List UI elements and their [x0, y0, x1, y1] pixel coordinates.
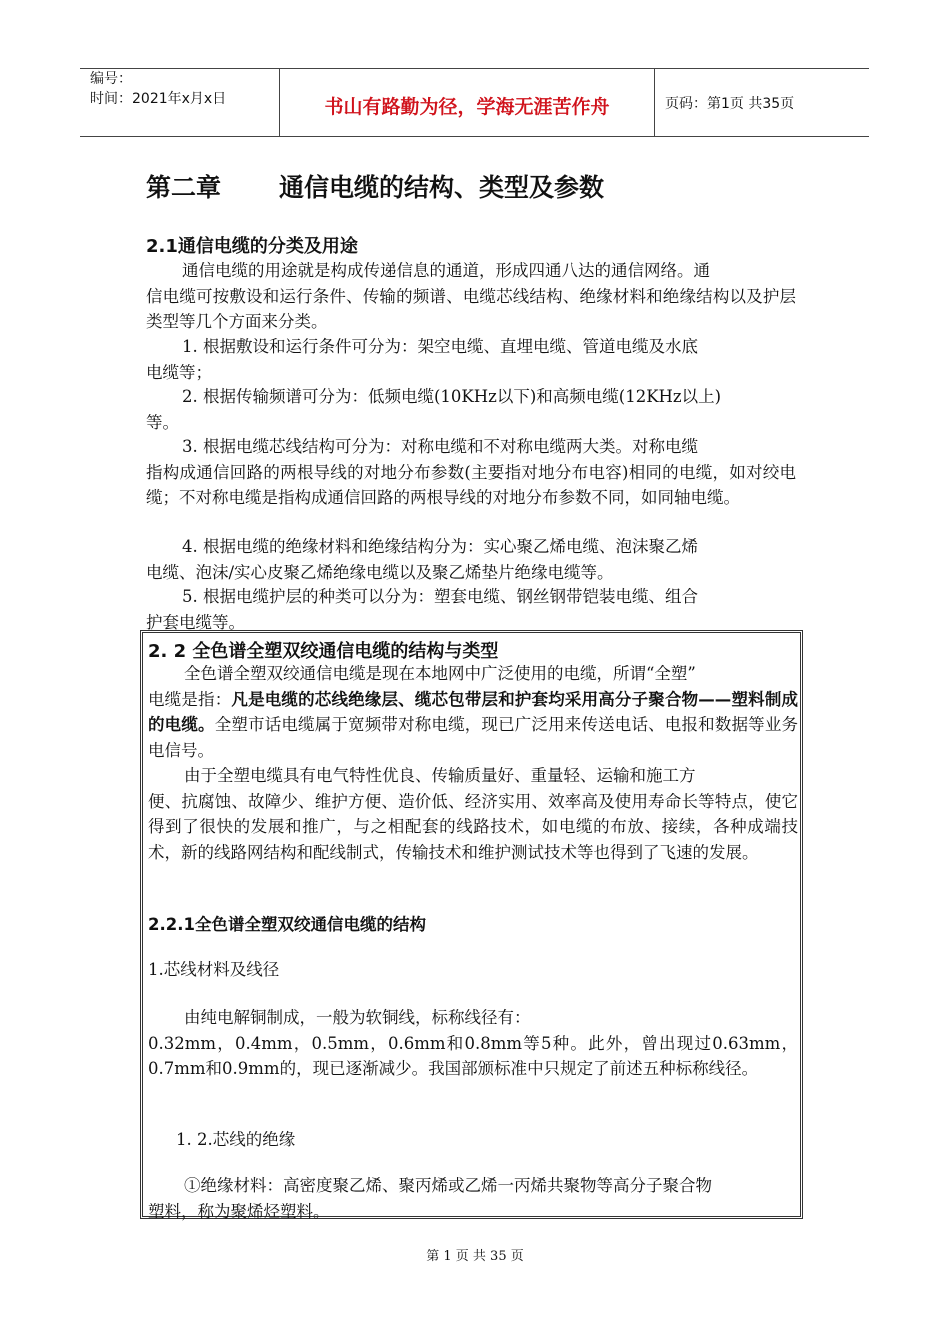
s22-p1-lead: 电缆是指：	[148, 689, 232, 709]
paragraph-s22-1	[148, 661, 798, 763]
paragraph-s22-2	[148, 763, 798, 865]
s22-p3-rest: 0.32mm，0.4mm，0.5mm，0.6mm和0.8mm等5种。此外，曾出现过0.63mm，0.7mm和0.9mm的，现已逐渐减少。我国部颁标准中只规定了前述五种标称线径。	[148, 1033, 798, 1078]
chapter-number: 第二章	[146, 173, 222, 202]
header-motto: 书山有路勤为径，学海无涯苦作舟	[280, 69, 655, 136]
list-item-1	[146, 334, 796, 385]
s22-p1-rest	[148, 687, 798, 764]
item-1-rest: 电缆等；	[146, 362, 212, 382]
header-table	[80, 68, 869, 137]
s22-p1-bold-definition: 凡是电缆的芯线绝缘层、缆芯包带层和护套均采用高分子聚合物——塑料制成的电缆。	[148, 689, 799, 734]
list-item-4	[146, 534, 796, 585]
s22-p4-rest: 塑料，称为聚烯烃塑料。	[148, 1201, 330, 1221]
s22-p4-line-1: ①绝缘材料：高密度聚乙烯、聚丙烯或乙烯一丙烯共聚物等高分子聚合物	[184, 1176, 712, 1195]
header-meta	[80, 69, 280, 136]
paragraph-s22-3	[148, 1005, 798, 1082]
time-label: 时间：2021年x月x日	[90, 91, 227, 107]
item-3-rest: 指构成通信回路的两根导线的对地分布参数(主要指对地分布电容)相同的电缆，如对绞电缆；不对称电缆是指构成通信回路的两根导线的对地分布参数不同，如同轴电缆。	[146, 462, 796, 507]
subsection-heading-2-2-1: 2.2.1全色谱全塑双绞通信电缆的结构	[148, 915, 426, 934]
chapter-title	[146, 168, 604, 204]
section-heading-2-1: 2.1通信电缆的分类及用途	[146, 236, 358, 257]
item-2-line-1: 2. 根据传输频谱可分为：低频电缆(10KHz以下)和高频电缆(12KHz以上)	[182, 387, 722, 406]
header-page-info: 页码：第1页 共35页	[665, 96, 795, 112]
s22-p2-line-1: 由于全塑电缆具有电气特性优良、传输质量好、重量轻、运输和施工方	[184, 766, 696, 785]
item-4-rest: 电缆、泡沫/实心皮聚乙烯绝缘电缆以及聚乙烯垫片绝缘电缆等。	[146, 562, 614, 582]
item-3-line-1: 3. 根据电缆芯线结构可分为：对称电缆和不对称电缆两大类。对称电缆	[182, 437, 698, 456]
item-2-rest: 等。	[146, 412, 179, 432]
item-5-rest: 护套电缆等。	[146, 612, 245, 632]
section-2-2-frame	[140, 630, 803, 1219]
item-core-insulation: 1. 2.芯线的绝缘	[176, 1130, 296, 1149]
paragraph-intro	[146, 258, 796, 335]
chapter-name: 通信电缆的结构、类型及参数	[279, 173, 605, 202]
s22-p2-rest: 便、抗腐蚀、故障少、维护方便、造价低、经济实用、效率高及使用寿命长等特点，使它得到了很快的发展和推广，与之相配套的线路技术，如电缆的布放、接续，各种成端技术，新的线路网结构和配线制式，传输技术和维护测试技术等也得到了飞速的发展。	[148, 791, 798, 862]
intro-line-1: 通信电缆的用途就是构成传递信息的通道，形成四通八达的通信网络。通	[182, 261, 710, 280]
section-heading-2-2: 2. 2 全色谱全塑双绞通信电缆的结构与类型	[148, 641, 499, 662]
s22-p1-line-1: 全色谱全塑双绞通信电缆是现在本地网中广泛使用的电缆，所谓“全塑”	[184, 664, 696, 683]
list-item-5	[146, 584, 796, 635]
paragraph-s22-4	[148, 1173, 798, 1224]
number-label: 编号：	[90, 71, 132, 87]
item-core-material: 1.芯线材料及线径	[148, 960, 280, 979]
list-item-3	[146, 434, 796, 511]
s22-p3-line-1: 由纯电解铜制成，一般为软铜线，标称线径有：	[184, 1008, 531, 1027]
item-4-line-1: 4. 根据电缆的绝缘材料和绝缘结构分为：实心聚乙烯电缆、泡沫聚乙烯	[182, 537, 698, 556]
list-item-2	[146, 384, 796, 435]
page-footer: 第 1 页 共 35 页	[426, 1249, 524, 1264]
item-5-line-1: 5. 根据电缆护层的种类可以分为：塑套电缆、钢丝钢带铠装电缆、组合	[182, 587, 698, 606]
s22-p1-tail: 全塑市话电缆属于宽频带对称电缆，现已广泛用来传送电话、电报和数据等业务电信号。	[148, 715, 799, 760]
intro-rest: 信电缆可按敷设和运行条件、传输的频谱、电缆芯线结构、绝缘材料和绝缘结构以及护层类型等几个方面来分类。	[146, 286, 796, 331]
item-1-line-1: 1. 根据敷设和运行条件可分为：架空电缆、直埋电缆、管道电缆及水底	[182, 337, 698, 356]
